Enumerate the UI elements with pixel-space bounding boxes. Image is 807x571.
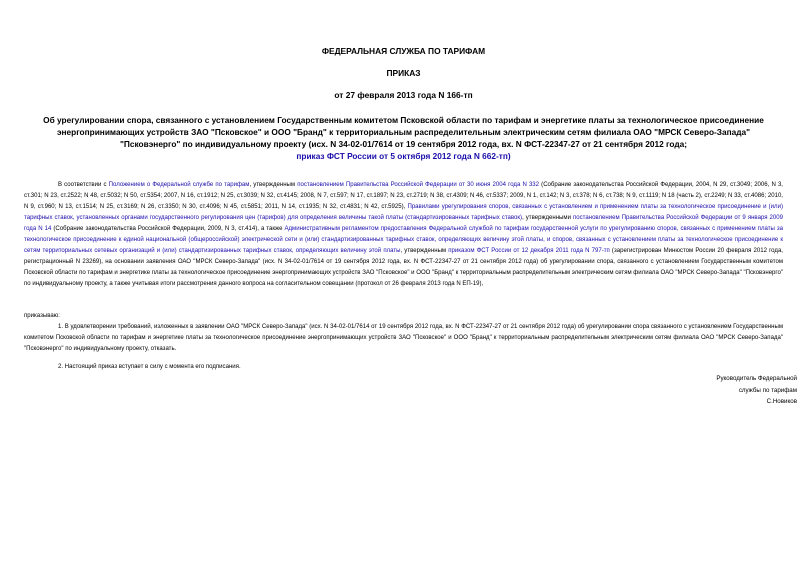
item-1-paragraph: 1. В удовлетворении требований, изложенных в заявлении ОАО "МРСК Северо-Запада" (исх. N 34-02-01/7614 от 19 сентября 2012 года, вх. N ФСТ-22347-27 от 21 сентября 2012 года) об урегулировании спора связанного с установлением Государственным комитетом Псковской области по тарифам и энергетике платы за технологическое присоединение энергопринимающих устройств ЗАО "Псковское" и ООО "Бранд" к территориальным распределительным электрическим сетям филиала ОАО "МРСК Северо-Запада" "Псковэнерго" по индивидуальному проекту, отказать. <box>24 324 783 352</box>
signature-position: Руководитель Федеральной <box>716 375 797 382</box>
item-2-paragraph: 2. Настоящий приказ вступает в силу с момента его подписания. <box>58 364 241 370</box>
preamble-text-5: (Собрание законодательства Российской Федерации, 2009, N 3, ст.414), а также <box>51 226 285 232</box>
order-word: приказываю: <box>24 313 60 319</box>
signature-name: С.Новиков <box>766 398 797 405</box>
fst-regulation-link[interactable]: Положением о Федеральной службе по тарифам <box>108 182 250 188</box>
doc-type-heading: ПРИКАЗ <box>386 68 421 78</box>
fst-order-797-link[interactable]: приказом ФСТ России от 12 декабря 2011 года N 797-тп <box>448 248 610 254</box>
preamble-text-1: В соответствии с <box>58 182 109 188</box>
preamble-text-4: , утвержденными <box>522 215 573 221</box>
signature-block <box>716 373 797 408</box>
preamble-paragraph <box>24 180 783 290</box>
date-number-heading: от 27 февраля 2013 года N 166-тп <box>334 90 473 100</box>
dispute-rules-link[interactable]: Правилами урегулирования споров, связанных с установлением и применением платы за технологическое присоединение и (или) тарифных ставок, установленных органами государственного регулирования цен (тарифов) для определения величины такой платы (стандартизированных тарифных ставок) <box>24 204 783 221</box>
preamble-text-6: , утвержденным <box>400 248 449 254</box>
amendment-link[interactable]: приказ ФСТ России от 5 октября 2012 года N 662-тп) <box>296 151 511 161</box>
agency-heading: ФЕДЕРАЛЬНАЯ СЛУЖБА ПО ТАРИФАМ <box>321 46 486 56</box>
admin-regulation-link[interactable]: Административным регламентом предоставления Федеральной службой по тарифам государственной услуги по урегулированию споров, связанных с применением платы за технологическое присоединение к единой национальной (общероссийской) электрической сети и (или) стандартизированных тарифных ставок, определяющих величину этой платы, и споров, связанных с установлением платы за технологическое присоединение к сетям территориальных сетевых организаций и (или) стандартизированных тарифных ставок, определяющих величину этой платы <box>24 226 783 254</box>
gov-decree-14-link[interactable]: постановлением Правительства Российской Федерации от 9 января 2009 года N 14 <box>24 215 784 232</box>
preamble-text-3: (Собрание законодательства Российской Федерации, 2004, N 29, ст.3049; 2006, N 3, ст.301; N 23, ст.2522; N 48, ст.5032; N 50, ст.5354; 2007, N 16, ст.1912; N 25, ст.3039; N 32, ст.4145; 2008, N 7, ст.597; N 17, ст.1897; N 23, ст.2719; N 38, ст.4309; N 46, ст.5337; 2009, N 1, ст.142; N 3, ст.378; N 6, ст.738; N 9, ст.1119; N 18 (часть 2), ст.2249; N 33, ст.4086; 2010, N 9, ст.960; N 13, ст.1514; N 25, ст.3169; N 26, ст.3350; N 30, ст.4096; N 45, ст.5851; 2011, N 14, ст.1935; N 32, ст.4831; N 42, ст.5925), <box>24 182 783 210</box>
preamble-text-7: (зарегистрирован Минюстом России 20 февраля 2012 года, регистрационный N 23269), на основании заявления ОАО "МРСК Северо-Запада" (исх. N 34-02-01/7614 от 19 сентября 2012 года, вх. N ФСТ-22347-27 от 21 сентября 2012 года) об урегулировании спора, связанного с установлением Государственным комитетом Псковской области по тарифам и энергетике платы за технологическое присоединение энергопринимающих устройств ЗАО "Псковское" и ООО "Бранд" к территориальным распределительным электрическим сетям филиала ОАО "МРСК Северо-Запада" "Псковэнерго" по индивидуальному проекту, а также учитывая итоги рассмотрения данного вопроса на согласительном совещании (протокол от 26 февраля 2013 года N ЕП-19), <box>24 248 783 287</box>
gov-decree-332-link[interactable]: постановлением Правительства Российской Федерации от 30 июня 2004 года N 332 <box>297 182 540 188</box>
signature-agency: службы по тарифам <box>738 386 797 394</box>
document-title <box>42 114 765 162</box>
preamble-text-2: , утвержденным <box>249 182 298 188</box>
title-text: Об урегулировании спора, связанного с установлением Государственным комитетом Псковской области по тарифам и энергетике платы за технологическое присоединение энергопринимающих устройств ЗАО "Псковское" и ООО "Бранд" к территориальным распределительным электрическим сетям филиала ОАО "МРСК Северо-Запада" "Псковэнерго" по индивидуальному проекту (исх. N 34-02-01/7614 от 19 сентября 2012 года, вх. N ФСТ-22347-27 от 21 сентября 2012 года; <box>43 115 764 149</box>
